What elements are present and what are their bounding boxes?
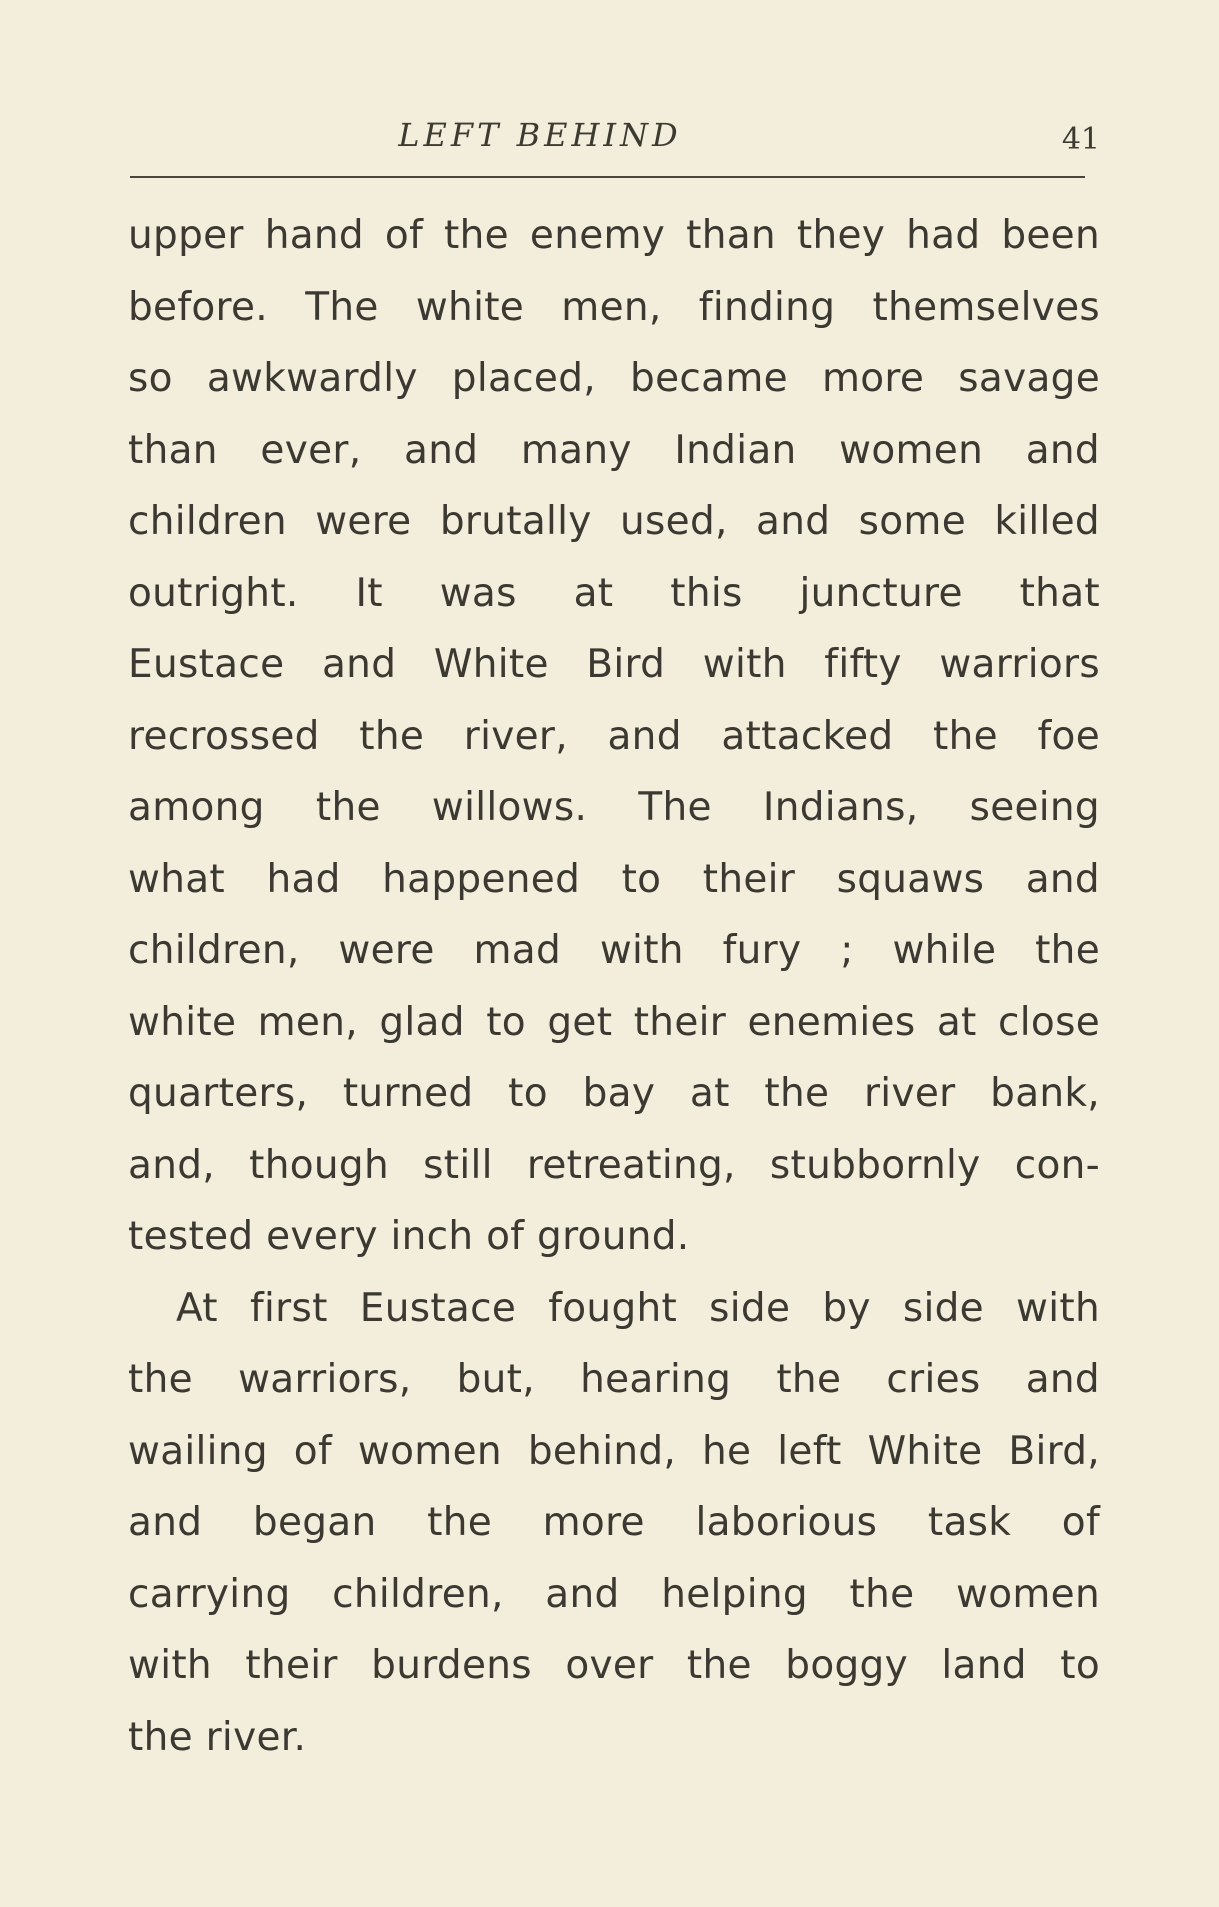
text-line: with their burdens over the boggy land to	[128, 1643, 1100, 1688]
text-line: among the willows. The Indians, seeing	[128, 785, 1100, 830]
text-line: carrying children, and helping the women	[128, 1571, 1100, 1617]
text-line: the warriors, but, hearing the cries and	[128, 1357, 1100, 1402]
text-line: At first Eustace fought side by side with	[176, 1285, 1100, 1331]
text-line: before. The white men, finding themselves	[128, 284, 1100, 330]
text-line: and, though still retreating, stubbornly con-	[128, 1142, 1100, 1188]
text-line: outright. It was at this juncture that	[128, 570, 1100, 616]
text-line: wailing of women behind, he left White Bird,	[128, 1428, 1100, 1474]
page-number: 41	[1061, 122, 1100, 157]
text-line: than ever, and many Indian women and	[128, 427, 1100, 473]
header-rule	[130, 176, 1085, 178]
text-line: tested every inch of ground.	[128, 1214, 690, 1259]
text-line: children, were mad with fury ; while the	[128, 928, 1100, 973]
text-line: recrossed the river, and attacked the foe	[128, 713, 1100, 759]
text-line: what had happened to their squaws and	[128, 856, 1100, 902]
text-line: white men, glad to get their enemies at close	[128, 999, 1100, 1045]
running-title: LEFT BEHIND	[398, 116, 682, 154]
body-text	[128, 200, 1100, 1773]
running-head	[130, 108, 1100, 158]
text-line: the river.	[128, 1714, 307, 1760]
text-line: Eustace and White Bird with fifty warriors	[128, 642, 1100, 687]
text-line: so awkwardly placed, became more savage	[128, 356, 1100, 401]
text-line: upper hand of the enemy than they had been	[128, 213, 1100, 258]
text-line: children were brutally used, and some killed	[128, 499, 1100, 544]
text-line: and began the more laborious task of	[128, 1500, 1100, 1545]
text-line: quarters, turned to bay at the river bank,	[128, 1071, 1100, 1116]
